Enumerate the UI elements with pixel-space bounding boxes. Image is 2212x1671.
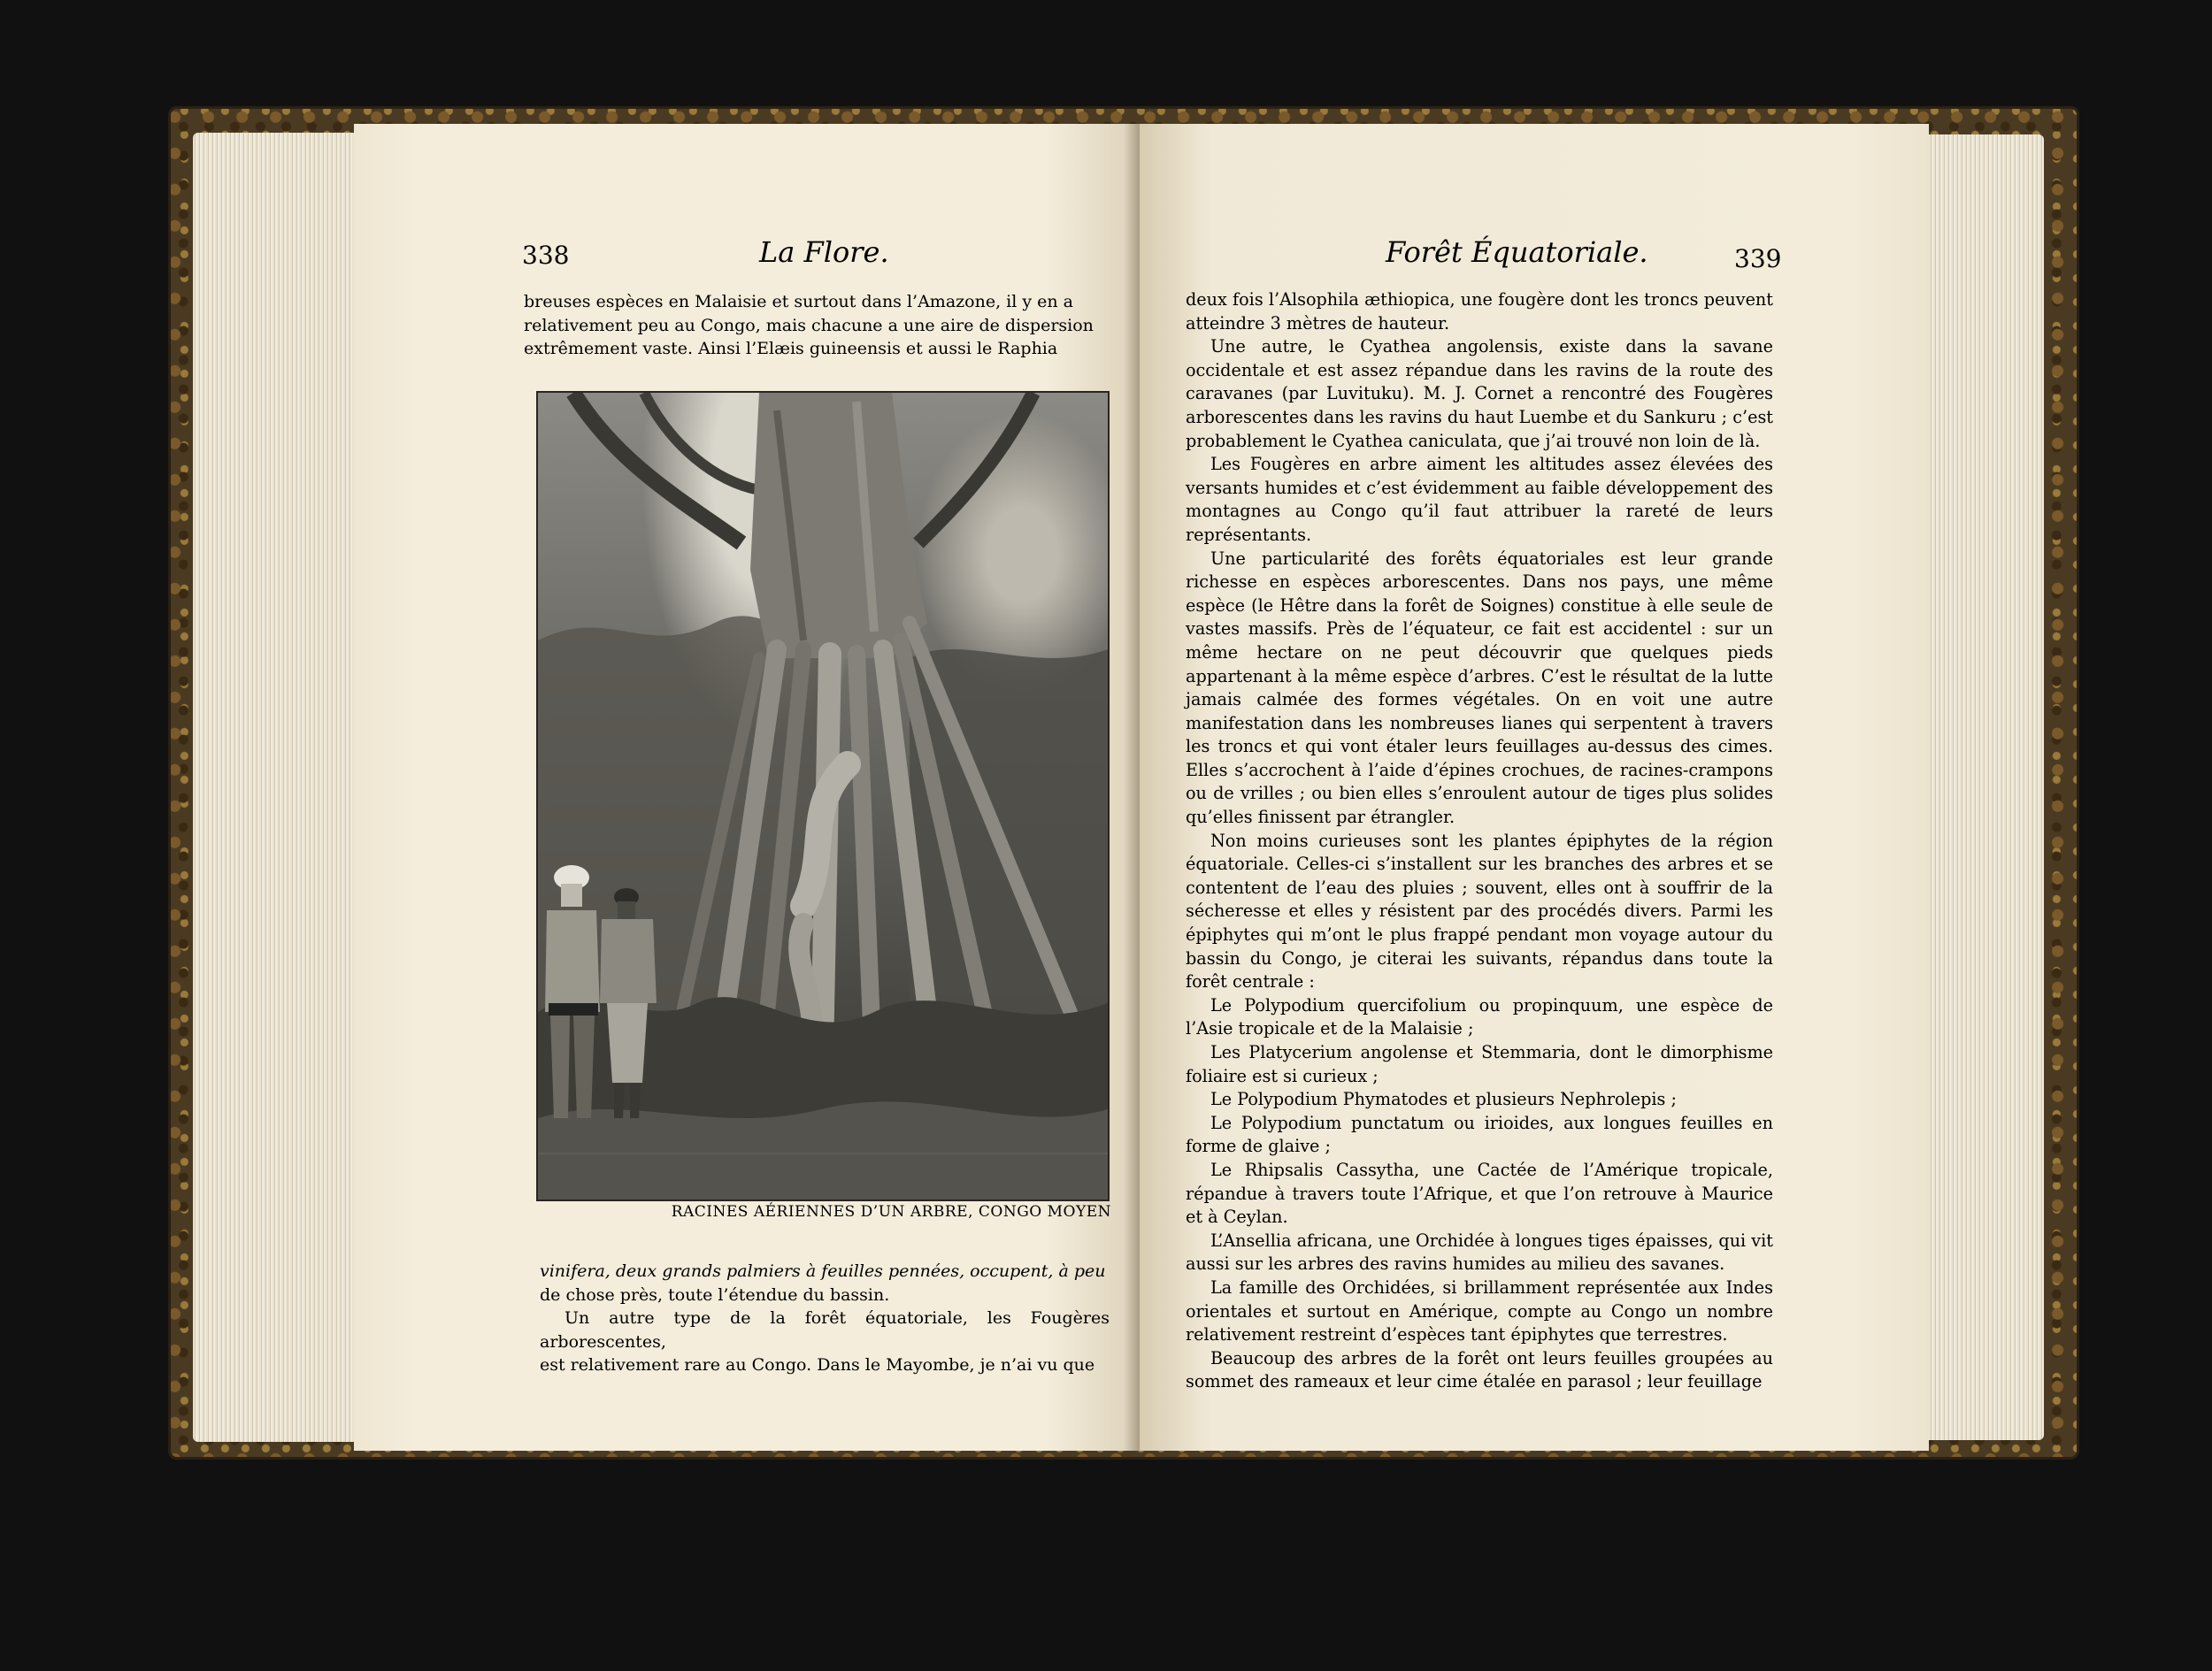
right-paragraph-4: Une particularité des forêts équatoriales est leur grande richesse en espèces arborescentes. Dans nos pays, une même espèce (le Hêtre dans la forêt de Soignes) constitue à elle seule de vastes massifs. Près de l’équateur, ce fait est accidentel : sur un même hectare on ne peut découvrir que quelques pieds appartenant à la même espèce d’arbres. C’est le résultat de la lutte jamais calmée des formes végétales. On en voit une autre manifestation dans les nombreuses lianes qui serpentent à travers les troncs et qui vont étaler leurs feuillages au-dessus des cimes. Elles s’accrochent à l’aide d’épines crochues, de racines-crampons ou de vrilles ; ou bien elles s’enroulent autour de tiges plus solides qu’elles finissent par étrangler. bbox=[1186, 548, 1773, 828]
right-paragraph-1: deux fois l’Alsophila æthiopica, une fougère dont les troncs peuvent atteindre 3 mètres de hauteur. bbox=[1186, 289, 1773, 333]
right-page-number: 339 bbox=[1734, 244, 1782, 273]
forest-photograph bbox=[536, 391, 1110, 1201]
right-paragraph-9: Le Polypodium punctatum ou irioides, aux longues feuilles en forme de glaive ; bbox=[1186, 1112, 1773, 1157]
right-paragraph-10: Le Rhipsalis Cassytha, une Cactée de l’Amérique tropicale, répandue à travers toute l’Afrique, et que l’on retrouve à Maurice et à Ceylan. bbox=[1186, 1159, 1773, 1228]
left-text-top bbox=[524, 290, 1102, 361]
left-text-bottom bbox=[540, 1260, 1110, 1377]
right-paragraph-7: Les Platycerium angolense et Stemmaria, dont le dimorphisme foliaire est si curieux ; bbox=[1186, 1042, 1773, 1086]
right-text-body bbox=[1186, 288, 1773, 1394]
right-paragraph-3: Les Fougères en arbre aiment les altitudes assez élevées des versants humides et c’est évidemment au faible développement des montagnes au Congo qu’il faut attribuer la rareté de leurs représentants. bbox=[1186, 454, 1773, 545]
left-line-3: extrêmement vaste. Ainsi l’Elæis guineensis et aussi le Raphia bbox=[524, 339, 1058, 358]
left-bottom-line-3: Un autre type de la forêt équatoriale, les Fougères arborescentes, bbox=[540, 1308, 1110, 1352]
left-line-1: breuses espèces en Malaisie et surtout dans l’Amazone, il y en a bbox=[524, 292, 1073, 311]
left-running-head: La Flore. bbox=[759, 235, 889, 269]
right-paragraph-8: Le Polypodium Phymatodes et plusieurs Nephrolepis ; bbox=[1210, 1089, 1677, 1110]
right-paragraph-6: Le Polypodium quercifolium ou propinquum, une espèce de l’Asie tropicale et de la Malaisie ; bbox=[1186, 994, 1773, 1039]
right-paragraph-12: La famille des Orchidées, si brillamment représentée aux Indes orientales et surtout en Amérique, compte au Congo un nombre relativement restreint d’espèces tant épiphytes que terrestres. bbox=[1186, 1276, 1773, 1345]
right-paragraph-11: L’Ansellia africana, une Orchidée à longues tiges épaisses, qui vit aussi sur les arbres des ravins humides au milieu des savanes. bbox=[1186, 1230, 1773, 1275]
left-bottom-line-4: est relativement rare au Congo. Dans le Mayombe, je n’ai vu que bbox=[540, 1355, 1095, 1375]
right-paragraph-5: Non moins curieuses sont les plantes épiphytes de la région équatoriale. Celles-ci s’installent sur les branches des arbres et se contentent de l’eau des pluies ; souvent, elles ont à souffrir de la sécheresse et elles y résistent par des procédés divers. Parmi les épiphytes qui m’ont le plus frappé pendant mon voyage autour du bassin du Congo, je citerai les suivants, répandus dans toute la forêt centrale : bbox=[1186, 830, 1773, 993]
right-paragraph-13: Beaucoup des arbres de la forêt ont leurs feuilles groupées au sommet des rameaux et leur cime étalée en parasol ; leur feuillage bbox=[1186, 1347, 1773, 1392]
photo-caption: RACINES AÉRIENNES D’UN ARBRE, CONGO MOYEN bbox=[671, 1203, 1111, 1221]
right-running-head: Forêt Équatoriale. bbox=[1386, 235, 1648, 269]
left-page-number: 338 bbox=[522, 241, 570, 270]
left-bottom-line-1 bbox=[540, 1260, 1110, 1284]
right-paragraph-2: Une autre, le Cyathea angolensis, existe dans la savane occidentale et est assez répandue dans les ravins de la route des caravanes (par Luvituku). M. J. Cornet a rencontré des Fougères arborescentes dans les ravins du haut Luembe et du Sankuru ; c’est probablement le Cyathea caniculata, que j’ai trouvé non loin de là. bbox=[1186, 336, 1773, 451]
left-line-2: relativement peu au Congo, mais chacune a une aire de dispersion bbox=[524, 315, 1094, 335]
left-bottom-line-1-text: vinifera, deux grands palmiers à feuilles pennées, occupent, à peu bbox=[540, 1261, 1106, 1281]
left-bottom-line-2: de chose près, toute l’étendue du bassin. bbox=[540, 1284, 890, 1305]
page-edges-right bbox=[1920, 134, 2044, 1440]
